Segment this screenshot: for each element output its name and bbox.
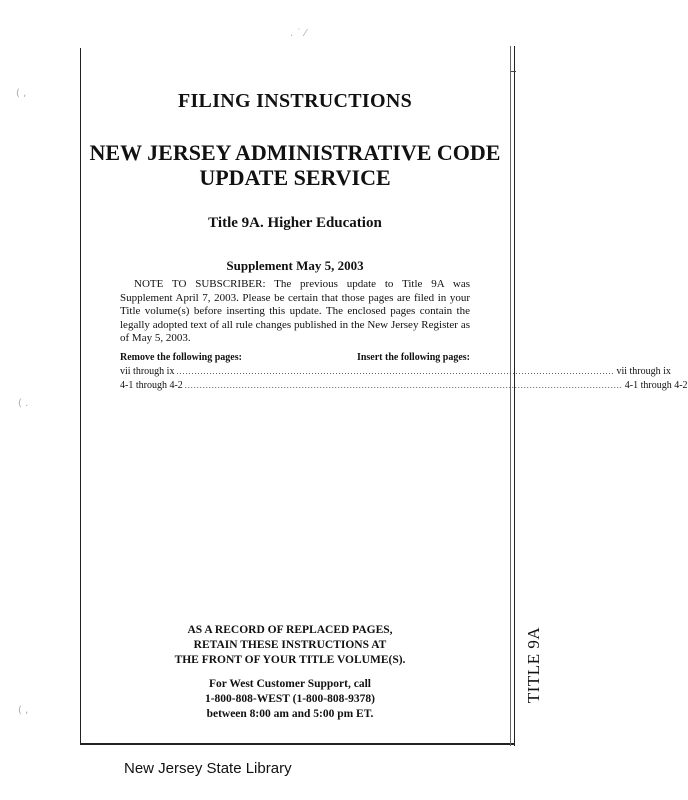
support-hours: between 8:00 am and 5:00 pm ET. (206, 708, 374, 720)
page-row (120, 380, 688, 391)
support-line1: For West Customer Support, call (209, 678, 371, 690)
side-tab-label: TITLE 9A (524, 626, 544, 704)
page-row (120, 366, 671, 377)
supplement-date: Supplement May 5, 2003 (226, 258, 364, 273)
dot-leader: .................................................................................................................................................. (176, 367, 615, 376)
dot-leader: .................................................................................................................................................. (184, 381, 623, 390)
tab-divider (511, 71, 516, 72)
side-tab (514, 620, 554, 710)
record-line3: THE FRONT OF YOUR TITLE VOLUME(S). (174, 654, 406, 666)
subscriber-note (120, 278, 470, 346)
scan-artifact: ( , (16, 88, 27, 99)
support-phone: 1-800-808-WEST (1-800-808-9378) (204, 693, 376, 705)
record-instructions (140, 623, 440, 668)
scan-artifact: . ˙ ⁄ (290, 28, 307, 39)
scan-artifact: ( . (18, 398, 29, 409)
scan-artifact: ( , (18, 705, 29, 716)
remove-pages-value: 4-1 through 4-2 (120, 380, 183, 391)
customer-support (140, 677, 440, 722)
note-label: NOTE TO SUBSCRIBER: (134, 278, 266, 290)
code-title-line1: NEW JERSEY ADMINISTRATIVE CODE (89, 140, 501, 165)
record-line1: AS A RECORD OF REPLACED PAGES, (187, 624, 393, 636)
remove-pages-value: vii through ix (120, 366, 175, 377)
remove-pages-header: Remove the following pages: (120, 352, 242, 363)
code-title-line2: UPDATE SERVICE (199, 165, 391, 190)
filing-title: FILING INSTRUCTIONS (177, 90, 413, 112)
insert-pages-value: vii through ix (616, 366, 671, 377)
code-title (80, 140, 510, 190)
library-stamp: New Jersey State Library (124, 760, 292, 777)
insert-pages-value: 4-1 through 4-2 (624, 380, 688, 391)
frame-bottom-border (80, 743, 515, 745)
frame-right-inner-border (510, 46, 511, 746)
insert-pages-header: Insert the following pages: (356, 352, 470, 363)
title-heading: Title 9A. Higher Education (208, 215, 382, 231)
note-text: The previous update to Title 9A was Supplement April 7, 2003. Please be certain that those pages are filed in your Title volume(s) before inserting this update. The enclosed pages contain the legally adopted text of all rule changes published in the New Jersey Register as of May 5, 2003. (120, 278, 470, 344)
record-line2: RETAIN THESE INSTRUCTIONS AT (193, 639, 387, 651)
